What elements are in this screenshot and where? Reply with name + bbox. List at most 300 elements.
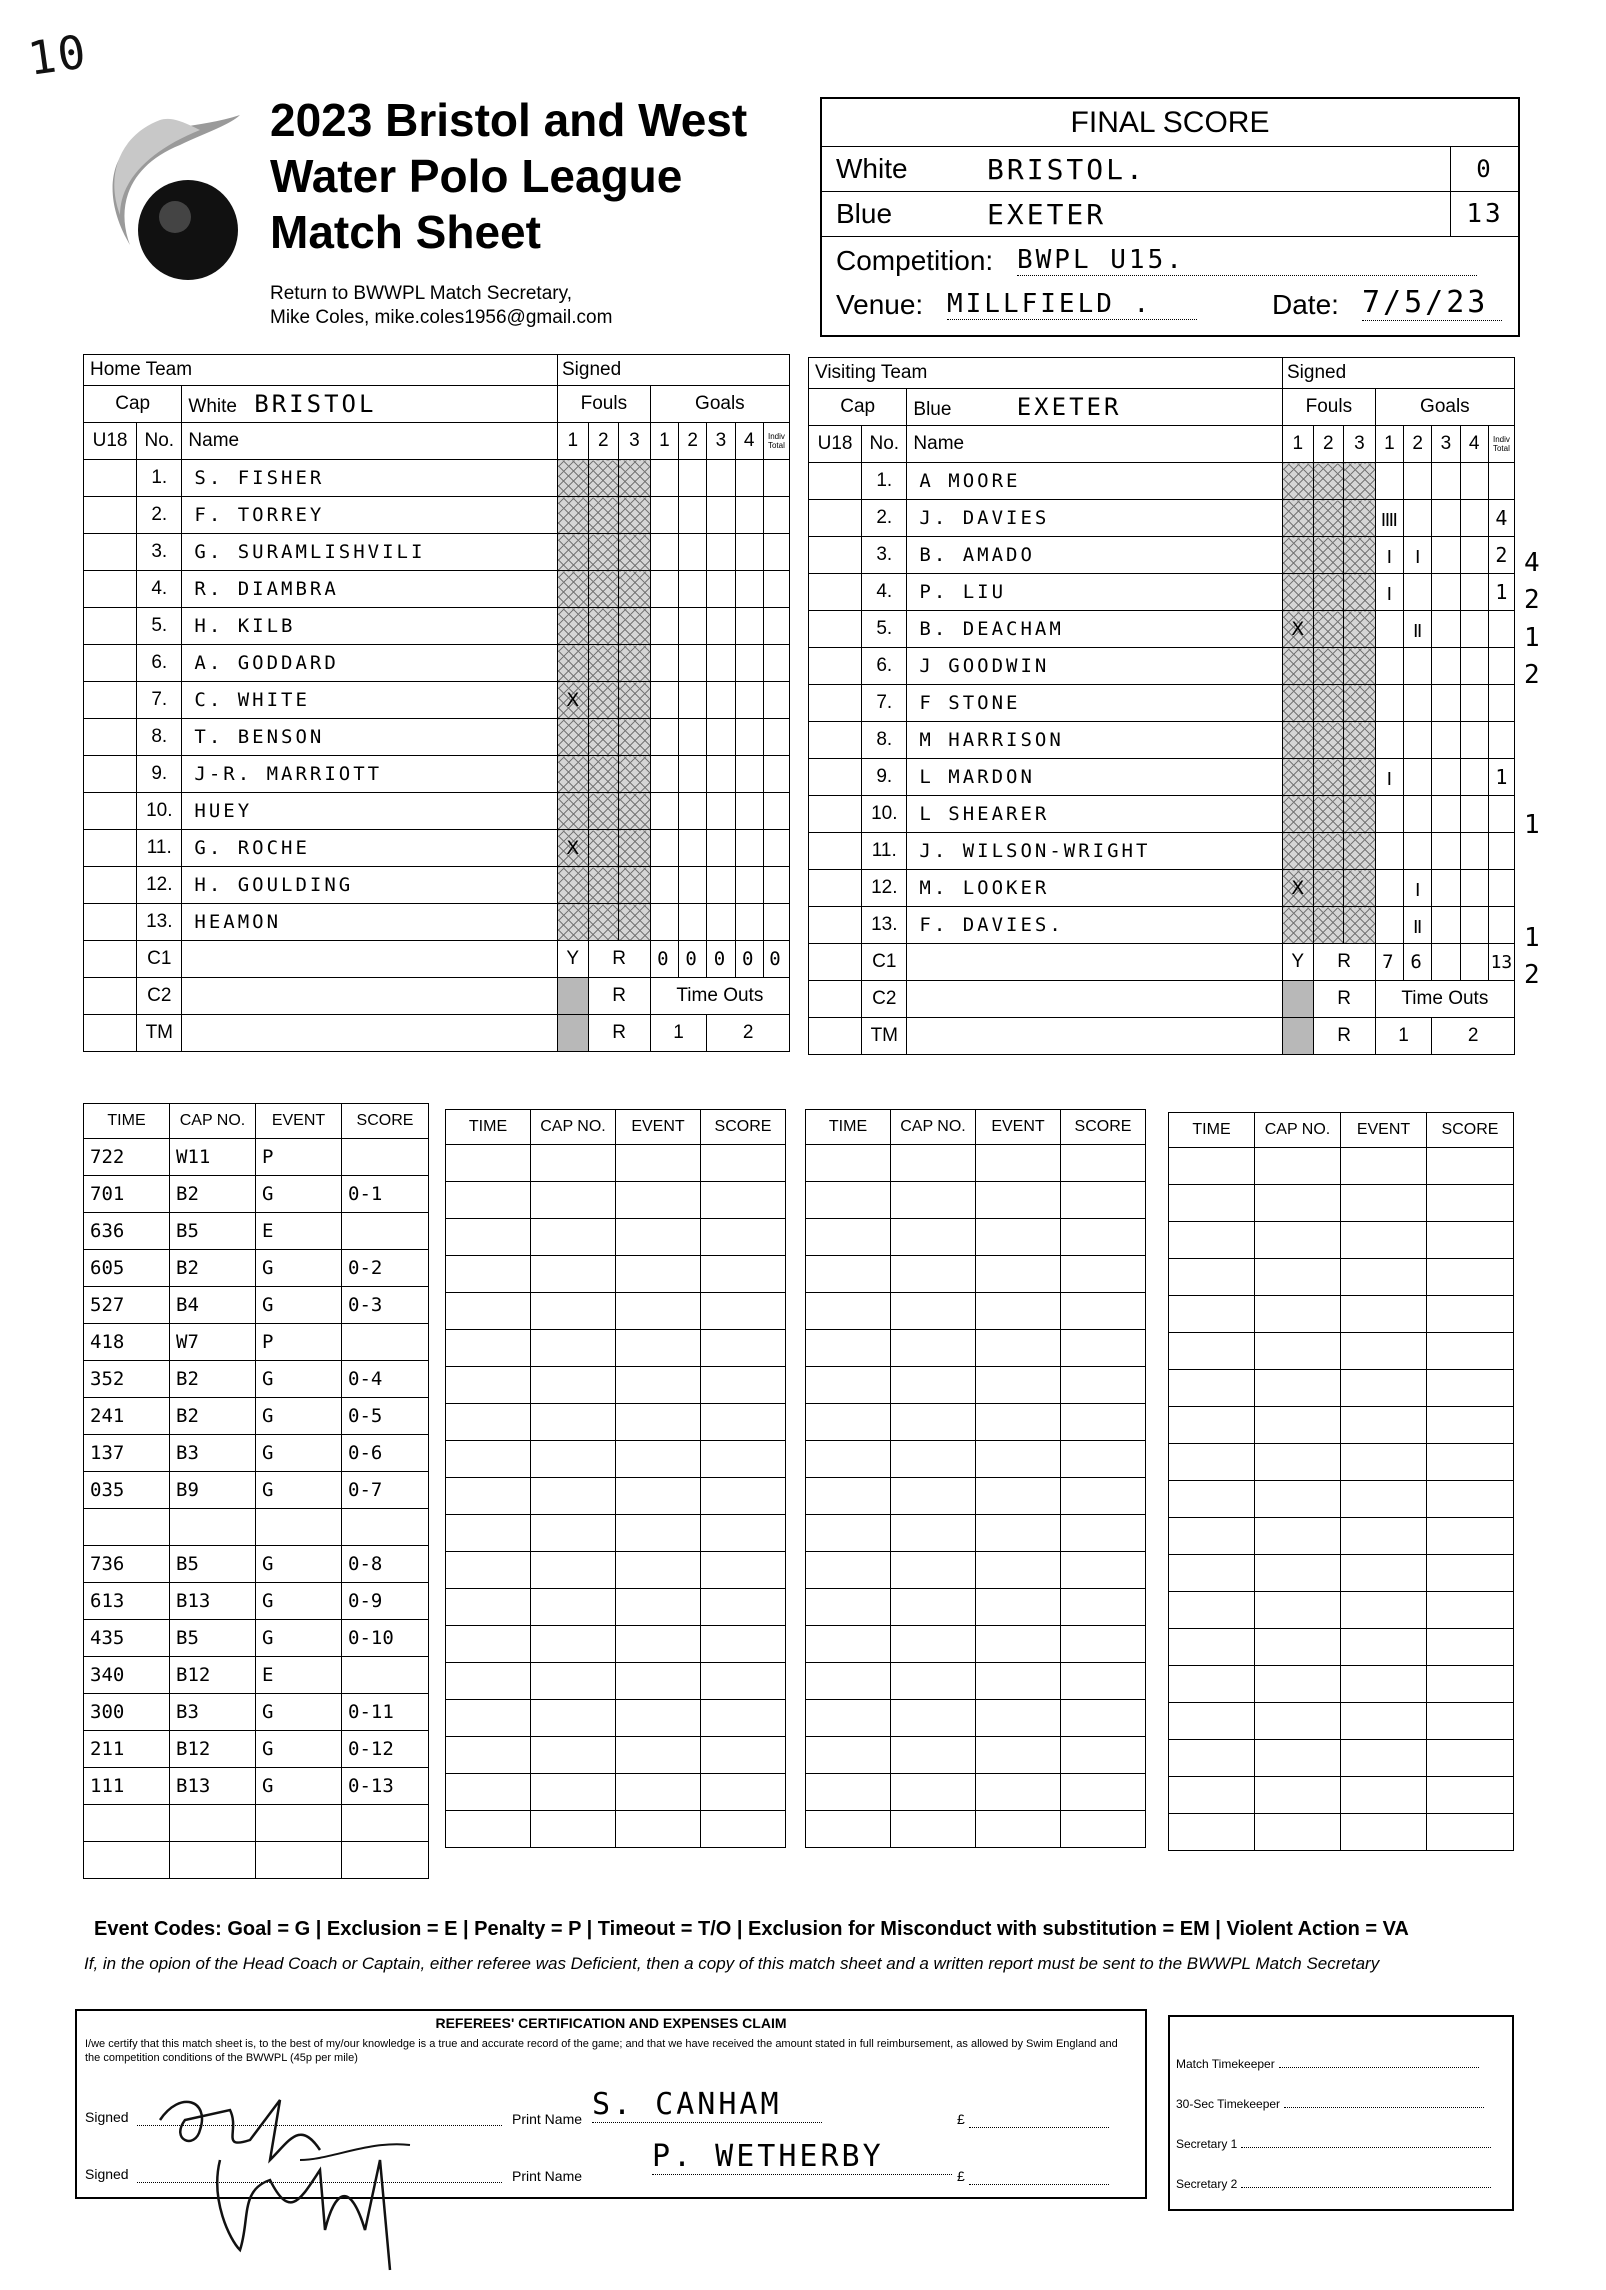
home-name-label: Name xyxy=(182,423,558,460)
event-cell-time xyxy=(1169,1259,1255,1296)
event-cell-time xyxy=(806,1478,891,1515)
home-foul-cell xyxy=(588,793,619,830)
event-cell-cap xyxy=(891,1293,976,1330)
away-margin-total: 1 xyxy=(1524,810,1543,840)
event-cell-score xyxy=(1061,1330,1146,1367)
event-row xyxy=(446,1700,786,1737)
event-row xyxy=(806,1330,1146,1367)
event-cell-cap xyxy=(891,1663,976,1700)
official-row xyxy=(1176,2095,1501,2111)
away-goal-tally xyxy=(1432,833,1460,870)
event-cell-time: 137 xyxy=(84,1435,170,1472)
event-row xyxy=(446,1330,786,1367)
away-foul-cell xyxy=(1283,833,1314,870)
event-row xyxy=(84,1657,429,1694)
event-row xyxy=(1169,1703,1514,1740)
away-goal-tally: | xyxy=(1375,759,1403,796)
home-player-total xyxy=(763,608,789,645)
event-cell-time xyxy=(806,1219,891,1256)
event-cell-cap xyxy=(531,1663,616,1700)
event-header-row xyxy=(806,1110,1146,1145)
event-cell-event: G xyxy=(256,1435,342,1472)
away-team-name: EXETER xyxy=(1016,393,1122,421)
event-cell-event xyxy=(1341,1444,1427,1481)
home-player-row xyxy=(84,645,790,682)
event-cell-time xyxy=(1169,1703,1255,1740)
event-row xyxy=(84,1731,429,1768)
home-player-name: G. ROCHE xyxy=(182,830,558,867)
event-cell-score xyxy=(1427,1814,1514,1851)
home-foul-cell xyxy=(588,719,619,756)
event-row xyxy=(84,1213,429,1250)
event-cell-event xyxy=(616,1219,701,1256)
competition-row xyxy=(822,237,1518,283)
home-goal-tally xyxy=(735,497,763,534)
event-log-1 xyxy=(83,1103,429,1879)
event-cell-score xyxy=(701,1515,786,1552)
event-cell-cap xyxy=(170,1842,256,1879)
event-cell-time xyxy=(806,1589,891,1626)
away-goal-tally xyxy=(1460,759,1488,796)
away-foul-cell xyxy=(1283,796,1314,833)
away-indiv-total-label: Indiv Total xyxy=(1488,426,1514,463)
event-cell-event xyxy=(976,1145,1061,1182)
away-goal-tally xyxy=(1404,648,1432,685)
away-goal-tally xyxy=(1460,500,1488,537)
pound-label-2: £ xyxy=(957,2168,965,2184)
event-row xyxy=(84,1842,429,1879)
away-player-name: L MARDON xyxy=(907,759,1283,796)
home-player-no: 2. xyxy=(137,497,182,534)
away-foul-cell xyxy=(1344,537,1376,574)
event-cell-score xyxy=(701,1478,786,1515)
away-goal-tally xyxy=(1375,722,1403,759)
event-cell-time xyxy=(446,1774,531,1811)
event-cell-time xyxy=(446,1626,531,1663)
event-row xyxy=(446,1478,786,1515)
away-player-no: 6. xyxy=(862,648,907,685)
event-row xyxy=(84,1509,429,1546)
away-margin-total: 2 xyxy=(1524,960,1543,990)
event-cell-score xyxy=(1061,1441,1146,1478)
event-cell-cap xyxy=(1255,1629,1341,1666)
event-cell-time xyxy=(806,1367,891,1404)
home-goal-tally xyxy=(735,608,763,645)
home-foul-cell xyxy=(558,460,589,497)
event-row xyxy=(446,1441,786,1478)
official-row xyxy=(1176,2135,1501,2151)
sheet-title xyxy=(270,92,747,260)
event-cell-cap xyxy=(531,1404,616,1441)
home-foul-cell xyxy=(588,608,619,645)
event-row xyxy=(84,1472,429,1509)
home-player-name: H. KILB xyxy=(182,608,558,645)
event-cell-score xyxy=(1427,1666,1514,1703)
event-row xyxy=(806,1219,1146,1256)
away-timeout-1: 1 xyxy=(1375,1018,1432,1055)
event-cell-score xyxy=(1427,1444,1514,1481)
event-cell-time xyxy=(446,1737,531,1774)
event-cell-score xyxy=(1427,1629,1514,1666)
event-cell-event: G xyxy=(256,1176,342,1213)
home-foul-cell xyxy=(619,756,651,793)
event-row xyxy=(84,1620,429,1657)
signed-label-2: Signed xyxy=(85,2166,129,2182)
event-cell-score xyxy=(1061,1219,1146,1256)
away-player-row xyxy=(809,759,1515,796)
event-cell-cap xyxy=(531,1441,616,1478)
event-cell-score xyxy=(1427,1555,1514,1592)
away-foul-cell xyxy=(1344,907,1376,944)
away-team-label: Visiting Team xyxy=(809,358,1283,389)
event-row xyxy=(806,1737,1146,1774)
event-log-4 xyxy=(1168,1112,1514,1851)
home-player-no: 7. xyxy=(137,682,182,719)
home-foul-cell xyxy=(558,719,589,756)
away-goal-tally xyxy=(1375,685,1403,722)
event-cell-cap xyxy=(1255,1592,1341,1629)
event-cell-time xyxy=(1169,1370,1255,1407)
event-cell-cap xyxy=(531,1811,616,1848)
away-goal-tally xyxy=(1375,463,1403,500)
home-player-name: A. GODDARD xyxy=(182,645,558,682)
home-goal-tally xyxy=(679,460,707,497)
away-colour-label: Blue xyxy=(913,399,952,420)
event-cell-time: 736 xyxy=(84,1546,170,1583)
official-label: Secretary 1 xyxy=(1176,2137,1238,2151)
event-row xyxy=(446,1404,786,1441)
event-row xyxy=(84,1583,429,1620)
event-cell-time: 418 xyxy=(84,1324,170,1361)
event-cell-event xyxy=(976,1811,1061,1848)
event-cell-time xyxy=(806,1774,891,1811)
event-cell-event xyxy=(976,1441,1061,1478)
home-player-row xyxy=(84,460,790,497)
event-row xyxy=(1169,1740,1514,1777)
away-foul-cell xyxy=(1283,648,1314,685)
return-instructions xyxy=(270,282,612,330)
event-cell-cap xyxy=(1255,1296,1341,1333)
official-line xyxy=(1284,2095,1484,2108)
event-row xyxy=(1169,1333,1514,1370)
event-cell-time xyxy=(446,1367,531,1404)
away-foul-col-3: 3 xyxy=(1344,426,1376,463)
event-cell-event xyxy=(616,1478,701,1515)
away-goal-tally xyxy=(1432,907,1460,944)
event-cell-score xyxy=(1061,1552,1146,1589)
away-goal-tally xyxy=(1432,648,1460,685)
away-timeout-2: 2 xyxy=(1432,1018,1515,1055)
home-goal-tally xyxy=(707,793,735,830)
event-row xyxy=(806,1811,1146,1848)
event-cell-cap: B13 xyxy=(170,1768,256,1805)
event-cell-event xyxy=(256,1509,342,1546)
away-goal-tally xyxy=(1460,537,1488,574)
event-row xyxy=(1169,1370,1514,1407)
event-row xyxy=(1169,1444,1514,1481)
home-foul-cell xyxy=(558,904,589,941)
away-player-no: 4. xyxy=(862,574,907,611)
away-player-row xyxy=(809,833,1515,870)
away-foul-col-1: 1 xyxy=(1283,426,1314,463)
event-cell-cap xyxy=(891,1737,976,1774)
event-cell-score xyxy=(1427,1222,1514,1259)
event-cell-cap: B2 xyxy=(170,1176,256,1213)
event-cell-score xyxy=(1427,1740,1514,1777)
event-row xyxy=(1169,1222,1514,1259)
event-cell-event xyxy=(256,1805,342,1842)
event-row xyxy=(446,1145,786,1182)
away-goal-total-1: 7 xyxy=(1375,944,1403,981)
home-indiv-total-label: Indiv Total xyxy=(763,423,789,460)
event-header-time: TIME xyxy=(1169,1113,1255,1148)
event-row xyxy=(84,1139,429,1176)
event-row xyxy=(446,1811,786,1848)
home-timeout-1: 1 xyxy=(650,1015,707,1052)
away-foul-cell xyxy=(1344,759,1376,796)
away-goal-tally xyxy=(1460,685,1488,722)
home-goal-total-3: 0 xyxy=(707,941,735,978)
home-foul-cell xyxy=(588,830,619,867)
event-cell-time xyxy=(806,1515,891,1552)
event-cell-cap xyxy=(891,1145,976,1182)
event-cell-score xyxy=(1427,1518,1514,1555)
home-r-label-tm: R xyxy=(588,1015,650,1052)
away-player-name: B. AMADO xyxy=(907,537,1283,574)
away-foul-cell xyxy=(1344,574,1376,611)
event-cell-cap: B13 xyxy=(170,1583,256,1620)
event-cell-score xyxy=(342,1842,429,1879)
final-score-box xyxy=(820,97,1520,337)
event-cell-event xyxy=(616,1811,701,1848)
event-row xyxy=(446,1589,786,1626)
title-line-1: 2023 Bristol and West xyxy=(270,94,748,146)
home-goal-tally xyxy=(679,682,707,719)
event-cell-cap xyxy=(531,1774,616,1811)
event-cell-time xyxy=(1169,1592,1255,1629)
event-cell-time xyxy=(446,1663,531,1700)
away-margin-total: 1 xyxy=(1524,622,1543,653)
away-foul-cell xyxy=(1313,833,1344,870)
event-cell-time xyxy=(446,1256,531,1293)
event-cell-score: 0-12 xyxy=(342,1731,429,1768)
event-cell-time xyxy=(446,1330,531,1367)
event-cell-score xyxy=(701,1330,786,1367)
home-goal-tally xyxy=(650,460,678,497)
event-cell-event xyxy=(1341,1518,1427,1555)
home-foul-cell xyxy=(619,904,651,941)
home-foul-cell xyxy=(619,830,651,867)
event-cell-score xyxy=(701,1589,786,1626)
event-row xyxy=(84,1546,429,1583)
date-value: 7/5/23 xyxy=(1362,285,1502,321)
event-cell-score xyxy=(342,1139,429,1176)
event-cell-cap xyxy=(1255,1222,1341,1259)
event-cell-score xyxy=(701,1663,786,1700)
away-goal-tally xyxy=(1375,648,1403,685)
event-cell-time xyxy=(806,1552,891,1589)
event-cell-score xyxy=(1061,1256,1146,1293)
home-goal-tally xyxy=(735,719,763,756)
away-player-total: 1 xyxy=(1488,759,1514,796)
away-player-name: A MOORE xyxy=(907,463,1283,500)
event-cell-time: 340 xyxy=(84,1657,170,1694)
event-cell-time xyxy=(1169,1481,1255,1518)
home-goal-tally xyxy=(650,608,678,645)
home-player-total xyxy=(763,756,789,793)
event-header-cap: CAP NO. xyxy=(531,1110,616,1145)
event-cell-time xyxy=(806,1811,891,1848)
event-row xyxy=(84,1287,429,1324)
event-cell-score xyxy=(342,1509,429,1546)
event-cell-time: 435 xyxy=(84,1620,170,1657)
home-foul-cell xyxy=(558,793,589,830)
home-fouls-label: Fouls xyxy=(558,386,651,423)
event-cell-score xyxy=(1061,1589,1146,1626)
event-cell-event: G xyxy=(256,1546,342,1583)
event-cell-score xyxy=(1061,1774,1146,1811)
away-player-no: 12. xyxy=(862,870,907,907)
event-cell-score xyxy=(1427,1259,1514,1296)
event-cell-time xyxy=(446,1589,531,1626)
away-goal-tally: || xyxy=(1404,907,1432,944)
event-row xyxy=(806,1552,1146,1589)
away-foul-cell xyxy=(1283,537,1314,574)
event-cell-event xyxy=(976,1256,1061,1293)
event-row xyxy=(446,1515,786,1552)
event-cell-time xyxy=(1169,1333,1255,1370)
event-cell-score xyxy=(1061,1293,1146,1330)
home-goal-tally xyxy=(735,756,763,793)
away-player-row xyxy=(809,574,1515,611)
away-goal-tally xyxy=(1404,463,1432,500)
away-foul-cell xyxy=(1344,833,1376,870)
event-cell-score xyxy=(1061,1811,1146,1848)
event-cell-cap xyxy=(170,1805,256,1842)
home-goal-col-2: 2 xyxy=(679,423,707,460)
event-cell-cap: B2 xyxy=(170,1361,256,1398)
home-goal-tally xyxy=(679,756,707,793)
event-cell-score xyxy=(1427,1481,1514,1518)
venue-label: Venue: xyxy=(836,289,924,320)
event-cell-score xyxy=(701,1737,786,1774)
event-header-row xyxy=(1169,1113,1514,1148)
event-cell-cap: B12 xyxy=(170,1657,256,1694)
away-goal-tally xyxy=(1460,648,1488,685)
event-cell-time: 241 xyxy=(84,1398,170,1435)
home-foul-cell xyxy=(558,645,589,682)
home-player-total xyxy=(763,571,789,608)
event-cell-time xyxy=(84,1509,170,1546)
home-player-no: 5. xyxy=(137,608,182,645)
away-goal-tally xyxy=(1432,722,1460,759)
away-player-no: 2. xyxy=(862,500,907,537)
away-goal-tally xyxy=(1460,611,1488,648)
away-foul-cell xyxy=(1313,537,1344,574)
away-team-table xyxy=(808,357,1515,1055)
blue-label: Blue xyxy=(836,198,893,229)
event-cell-time xyxy=(446,1811,531,1848)
home-player-total xyxy=(763,904,789,941)
white-score: 0 xyxy=(1476,155,1494,183)
event-cell-score xyxy=(701,1145,786,1182)
event-cell-event xyxy=(976,1663,1061,1700)
away-foul-cell xyxy=(1344,722,1376,759)
event-cell-cap xyxy=(891,1182,976,1219)
away-player-row xyxy=(809,648,1515,685)
home-goal-tally xyxy=(650,830,678,867)
event-cell-event xyxy=(1341,1148,1427,1185)
event-cell-cap xyxy=(170,1509,256,1546)
event-cell-event xyxy=(976,1552,1061,1589)
event-row xyxy=(84,1805,429,1842)
event-cell-time xyxy=(446,1515,531,1552)
home-player-no: 6. xyxy=(137,645,182,682)
home-player-row xyxy=(84,719,790,756)
away-c2-label: C2 xyxy=(862,981,907,1018)
event-header-cap: CAP NO. xyxy=(1255,1113,1341,1148)
away-player-total xyxy=(1488,722,1514,759)
event-cell-score xyxy=(701,1774,786,1811)
home-goal-tally xyxy=(707,756,735,793)
event-cell-time xyxy=(446,1700,531,1737)
away-player-total: 2 xyxy=(1488,537,1514,574)
away-goal-tally xyxy=(1460,463,1488,500)
event-cell-time xyxy=(806,1293,891,1330)
event-cell-time: 352 xyxy=(84,1361,170,1398)
event-cell-score: 0-13 xyxy=(342,1768,429,1805)
event-cell-score: 0-2 xyxy=(342,1250,429,1287)
home-team-label: Home Team xyxy=(84,355,558,386)
home-player-total xyxy=(763,830,789,867)
event-cell-cap xyxy=(531,1145,616,1182)
event-cell-event xyxy=(616,1404,701,1441)
away-cap-label: Cap xyxy=(809,389,907,426)
home-goal-tally xyxy=(650,682,678,719)
away-foul-cell xyxy=(1283,463,1314,500)
event-cell-cap xyxy=(891,1478,976,1515)
away-goal-col-4: 4 xyxy=(1460,426,1488,463)
away-goal-tally xyxy=(1460,574,1488,611)
event-cell-cap: W11 xyxy=(170,1139,256,1176)
event-cell-cap xyxy=(531,1478,616,1515)
home-player-no: 4. xyxy=(137,571,182,608)
event-cell-event xyxy=(616,1663,701,1700)
event-row xyxy=(1169,1481,1514,1518)
home-player-row xyxy=(84,867,790,904)
event-row xyxy=(806,1515,1146,1552)
event-cell-time xyxy=(806,1737,891,1774)
event-cell-score xyxy=(701,1552,786,1589)
away-goal-tally xyxy=(1375,870,1403,907)
event-cell-score xyxy=(701,1626,786,1663)
event-cell-event xyxy=(976,1737,1061,1774)
event-row xyxy=(1169,1148,1514,1185)
away-player-no: 7. xyxy=(862,685,907,722)
home-goal-tally xyxy=(707,497,735,534)
event-row xyxy=(806,1145,1146,1182)
event-cell-event xyxy=(976,1219,1061,1256)
away-fouls-label: Fouls xyxy=(1283,389,1376,426)
away-goal-tally: | xyxy=(1404,870,1432,907)
event-cell-time xyxy=(806,1256,891,1293)
home-foul-col-1: 1 xyxy=(558,423,589,460)
venue-value: MILLFIELD . xyxy=(947,289,1197,320)
event-cell-cap xyxy=(1255,1333,1341,1370)
home-u18-label: U18 xyxy=(84,423,137,460)
home-timeout-2: 2 xyxy=(707,1015,790,1052)
event-row xyxy=(446,1182,786,1219)
